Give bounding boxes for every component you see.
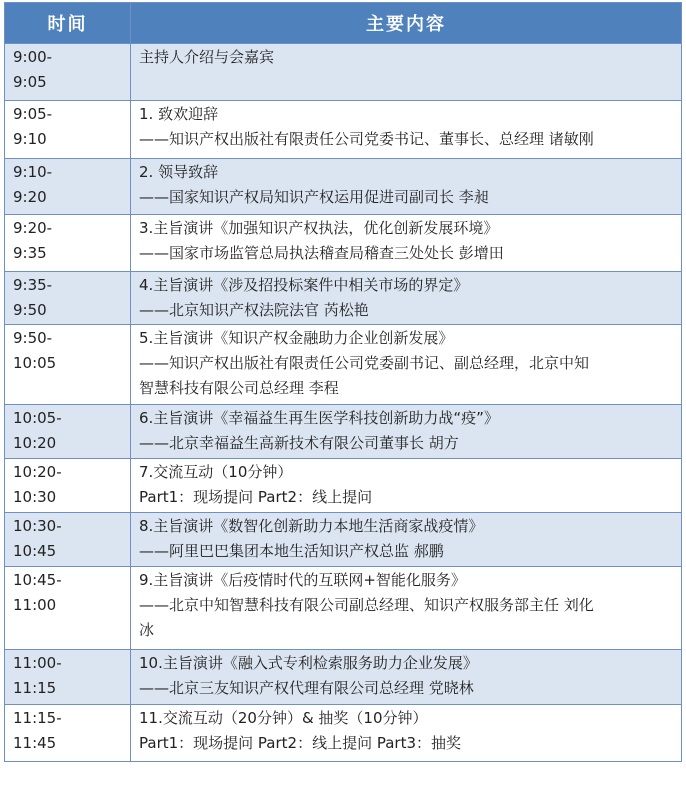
time-end: 10:30 xyxy=(13,488,57,506)
time-cell xyxy=(5,272,131,325)
session-detail: ——知识产权出版社有限责任公司党委书记、董事长、总经理 诸敏刚 xyxy=(139,130,594,148)
content-cell xyxy=(131,650,682,705)
time-start: 9:00- xyxy=(13,48,53,66)
time-start: 10:45- xyxy=(13,571,62,589)
agenda-row xyxy=(5,159,682,215)
time-cell xyxy=(5,459,131,513)
time-end: 9:35 xyxy=(13,244,47,262)
agenda-row xyxy=(5,650,682,705)
agenda-row xyxy=(5,459,682,513)
time-cell xyxy=(5,325,131,405)
time-end: 11:45 xyxy=(13,734,57,752)
session-title: 主持人介绍与会嘉宾 xyxy=(139,48,275,66)
session-title: 9.主旨演讲《后疫情时代的互联网+智能化服务》 xyxy=(139,571,466,589)
content-cell xyxy=(131,513,682,567)
session-title: 11.交流互动（20分钟）& 抽奖（10分钟） xyxy=(139,709,428,727)
session-detail: ——阿里巴巴集团本地生活知识产权总监 郝鹏 xyxy=(139,542,444,560)
session-title: 3.主旨演讲《加强知识产权执法，优化创新发展环境》 xyxy=(139,219,499,237)
time-end: 9:10 xyxy=(13,130,47,148)
time-start: 9:20- xyxy=(13,219,53,237)
time-start: 11:15- xyxy=(13,709,62,727)
content-cell xyxy=(131,567,682,650)
agenda-table xyxy=(4,2,682,762)
session-detail: ——国家市场监管总局执法稽查局稽查三处处长 彭增田 xyxy=(139,244,504,262)
content-cell xyxy=(131,405,682,459)
time-end: 9:50 xyxy=(13,301,47,319)
content-cell xyxy=(131,159,682,215)
session-title: 2. 领导致辞 xyxy=(139,163,219,181)
agenda-row xyxy=(5,405,682,459)
time-end: 11:00 xyxy=(13,596,57,614)
time-end: 10:45 xyxy=(13,542,57,560)
content-cell xyxy=(131,272,682,325)
session-detail: ——北京三友知识产权代理有限公司总经理 党晓林 xyxy=(139,679,474,697)
header-content: 主要内容 xyxy=(131,3,682,44)
time-cell xyxy=(5,513,131,567)
time-cell xyxy=(5,705,131,762)
time-start: 9:50- xyxy=(13,329,53,347)
agenda-row xyxy=(5,705,682,762)
session-detail: 冰 xyxy=(139,621,155,639)
agenda-row xyxy=(5,325,682,405)
session-detail: ——国家知识产权局知识产权运用促进司副司长 李昶 xyxy=(139,188,489,206)
session-title: 5.主旨演讲《知识产权金融助力企业创新发展》 xyxy=(139,329,454,347)
content-cell xyxy=(131,325,682,405)
session-title: 10.主旨演讲《融入式专利检索服务助力企业发展》 xyxy=(139,654,478,672)
time-end: 9:20 xyxy=(13,188,47,206)
session-detail: 智慧科技有限公司总经理 李程 xyxy=(139,379,339,397)
session-detail: Part1：现场提问 Part2：线上提问 Part3：抽奖 xyxy=(139,734,462,752)
time-end: 10:20 xyxy=(13,434,57,452)
time-cell xyxy=(5,405,131,459)
time-cell xyxy=(5,44,131,101)
time-cell xyxy=(5,215,131,272)
agenda-row xyxy=(5,567,682,650)
time-end: 10:05 xyxy=(13,354,57,372)
session-title: 8.主旨演讲《数智化创新助力本地生活商家战疫情》 xyxy=(139,517,484,535)
time-start: 10:05- xyxy=(13,409,62,427)
session-title: 4.主旨演讲《涉及招投标案件中相关市场的界定》 xyxy=(139,276,469,294)
time-start: 9:05- xyxy=(13,105,53,123)
header-time: 时间 xyxy=(5,3,131,44)
time-start: 9:10- xyxy=(13,163,53,181)
agenda-row xyxy=(5,215,682,272)
agenda-row xyxy=(5,513,682,567)
session-detail: ——北京幸福益生高新技术有限公司董事长 胡方 xyxy=(139,434,459,452)
session-detail: Part1：现场提问 Part2：线上提问 xyxy=(139,488,373,506)
header-row xyxy=(5,3,682,44)
session-title: 1. 致欢迎辞 xyxy=(139,105,219,123)
session-detail: ——北京知识产权法院法官 芮松艳 xyxy=(139,301,369,319)
content-cell xyxy=(131,459,682,513)
agenda-row xyxy=(5,101,682,159)
time-cell xyxy=(5,567,131,650)
time-end: 9:05 xyxy=(13,73,47,91)
time-start: 10:30- xyxy=(13,517,62,535)
time-end: 11:15 xyxy=(13,679,57,697)
content-cell xyxy=(131,705,682,762)
agenda-row xyxy=(5,272,682,325)
time-cell xyxy=(5,101,131,159)
agenda-row xyxy=(5,44,682,101)
session-detail: ——知识产权出版社有限责任公司党委副书记、副总经理，北京中知 xyxy=(139,354,590,372)
content-cell xyxy=(131,44,682,101)
time-cell xyxy=(5,650,131,705)
session-detail: ——北京中知智慧科技有限公司副总经理、知识产权服务部主任 刘化 xyxy=(139,596,594,614)
time-start: 9:35- xyxy=(13,276,53,294)
content-cell xyxy=(131,215,682,272)
session-title: 6.主旨演讲《幸福益生再生医学科技创新助力战“疫”》 xyxy=(139,409,499,427)
agenda-body xyxy=(5,44,682,762)
content-cell xyxy=(131,101,682,159)
time-start: 11:00- xyxy=(13,654,62,672)
session-title: 7.交流互动（10分钟） xyxy=(139,463,293,481)
time-start: 10:20- xyxy=(13,463,62,481)
time-cell xyxy=(5,159,131,215)
